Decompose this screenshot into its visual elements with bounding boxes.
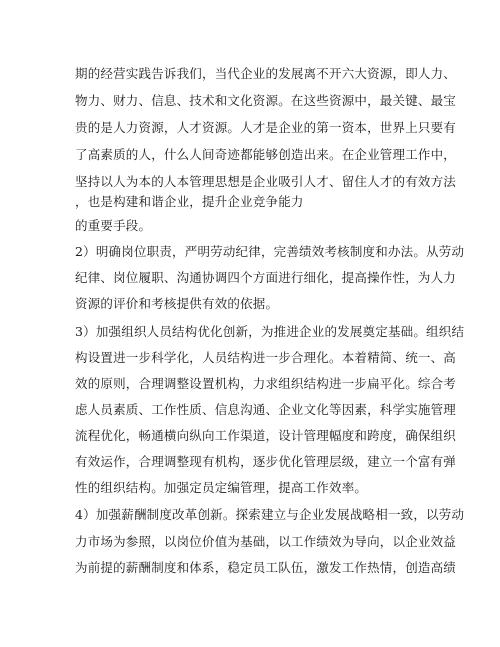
text-line: 了高素质的人，什么人间奇迹都能够创造出来。在企业管理工作中， xyxy=(75,147,457,162)
text-line: 有效运作，合理调整现有机构，逐步优化管理层级，建立一个富有弹 xyxy=(75,454,457,469)
text-line: 4）加强薪酬制度改革创新。探索建立与企业发展战略相一致，以劳动 xyxy=(75,507,465,522)
text-line: 虑人员素质、工作性质、信息沟通、企业文化等因素，科学实施管理 xyxy=(75,402,457,417)
text-line: 效的原则，合理调整设置机构，力求组织结构进一步扁平化。综合考 xyxy=(75,376,457,391)
text-line: 流程优化，畅通横向纵向工作渠道，设计管理幅度和跨度，确保组织 xyxy=(75,428,457,443)
text-line: 为前提的薪酬制度和体系，稳定员工队伍，激发工作热情，创造高绩 xyxy=(75,560,457,575)
text-line: 力市场为参照，以岗位价值为基础，以工作绩效为导向，以企业效益 xyxy=(75,534,457,549)
text-line: 贵的是人力资源，人才资源。人才是企业的第一资本，世界上只要有 xyxy=(75,120,457,135)
text-line: 的重要手段。 xyxy=(75,218,152,233)
text-line: 纪律、岗位履职、沟通协调四个方面进行细化，提高操作性，为人力 xyxy=(75,270,457,285)
text-line: 物力、财力、信息、技术和文化资源。在这些资源中，最关键、最宝 xyxy=(75,93,457,108)
text-line: 性的组织结构。加强定员定编管理，提高工作效率。 xyxy=(75,480,368,495)
text-line: 坚持以人为本的人本管理思想是企业吸引人才、留住人才的有效方法 xyxy=(75,174,457,189)
text-line: ，也是构建和谐企业，提升企业竞争能力 xyxy=(75,194,304,209)
text-line: 期的经营实践告诉我们，当代企业的发展离不开六大资源，即人力、 xyxy=(75,66,457,81)
text-line: 构设置进一步科学化，人员结构进一步合理化。本着精简、统一、高 xyxy=(75,350,457,365)
text-line: 资源的评价和考核提供有效的依据。 xyxy=(75,296,279,311)
text-line: 2）明确岗位职责，严明劳动纪律，完善绩效考核制度和办法。从劳动 xyxy=(75,244,465,259)
text-line: 3）加强组织人员结构优化创新，为推进企业的发展奠定基础。组织结 xyxy=(75,324,465,339)
